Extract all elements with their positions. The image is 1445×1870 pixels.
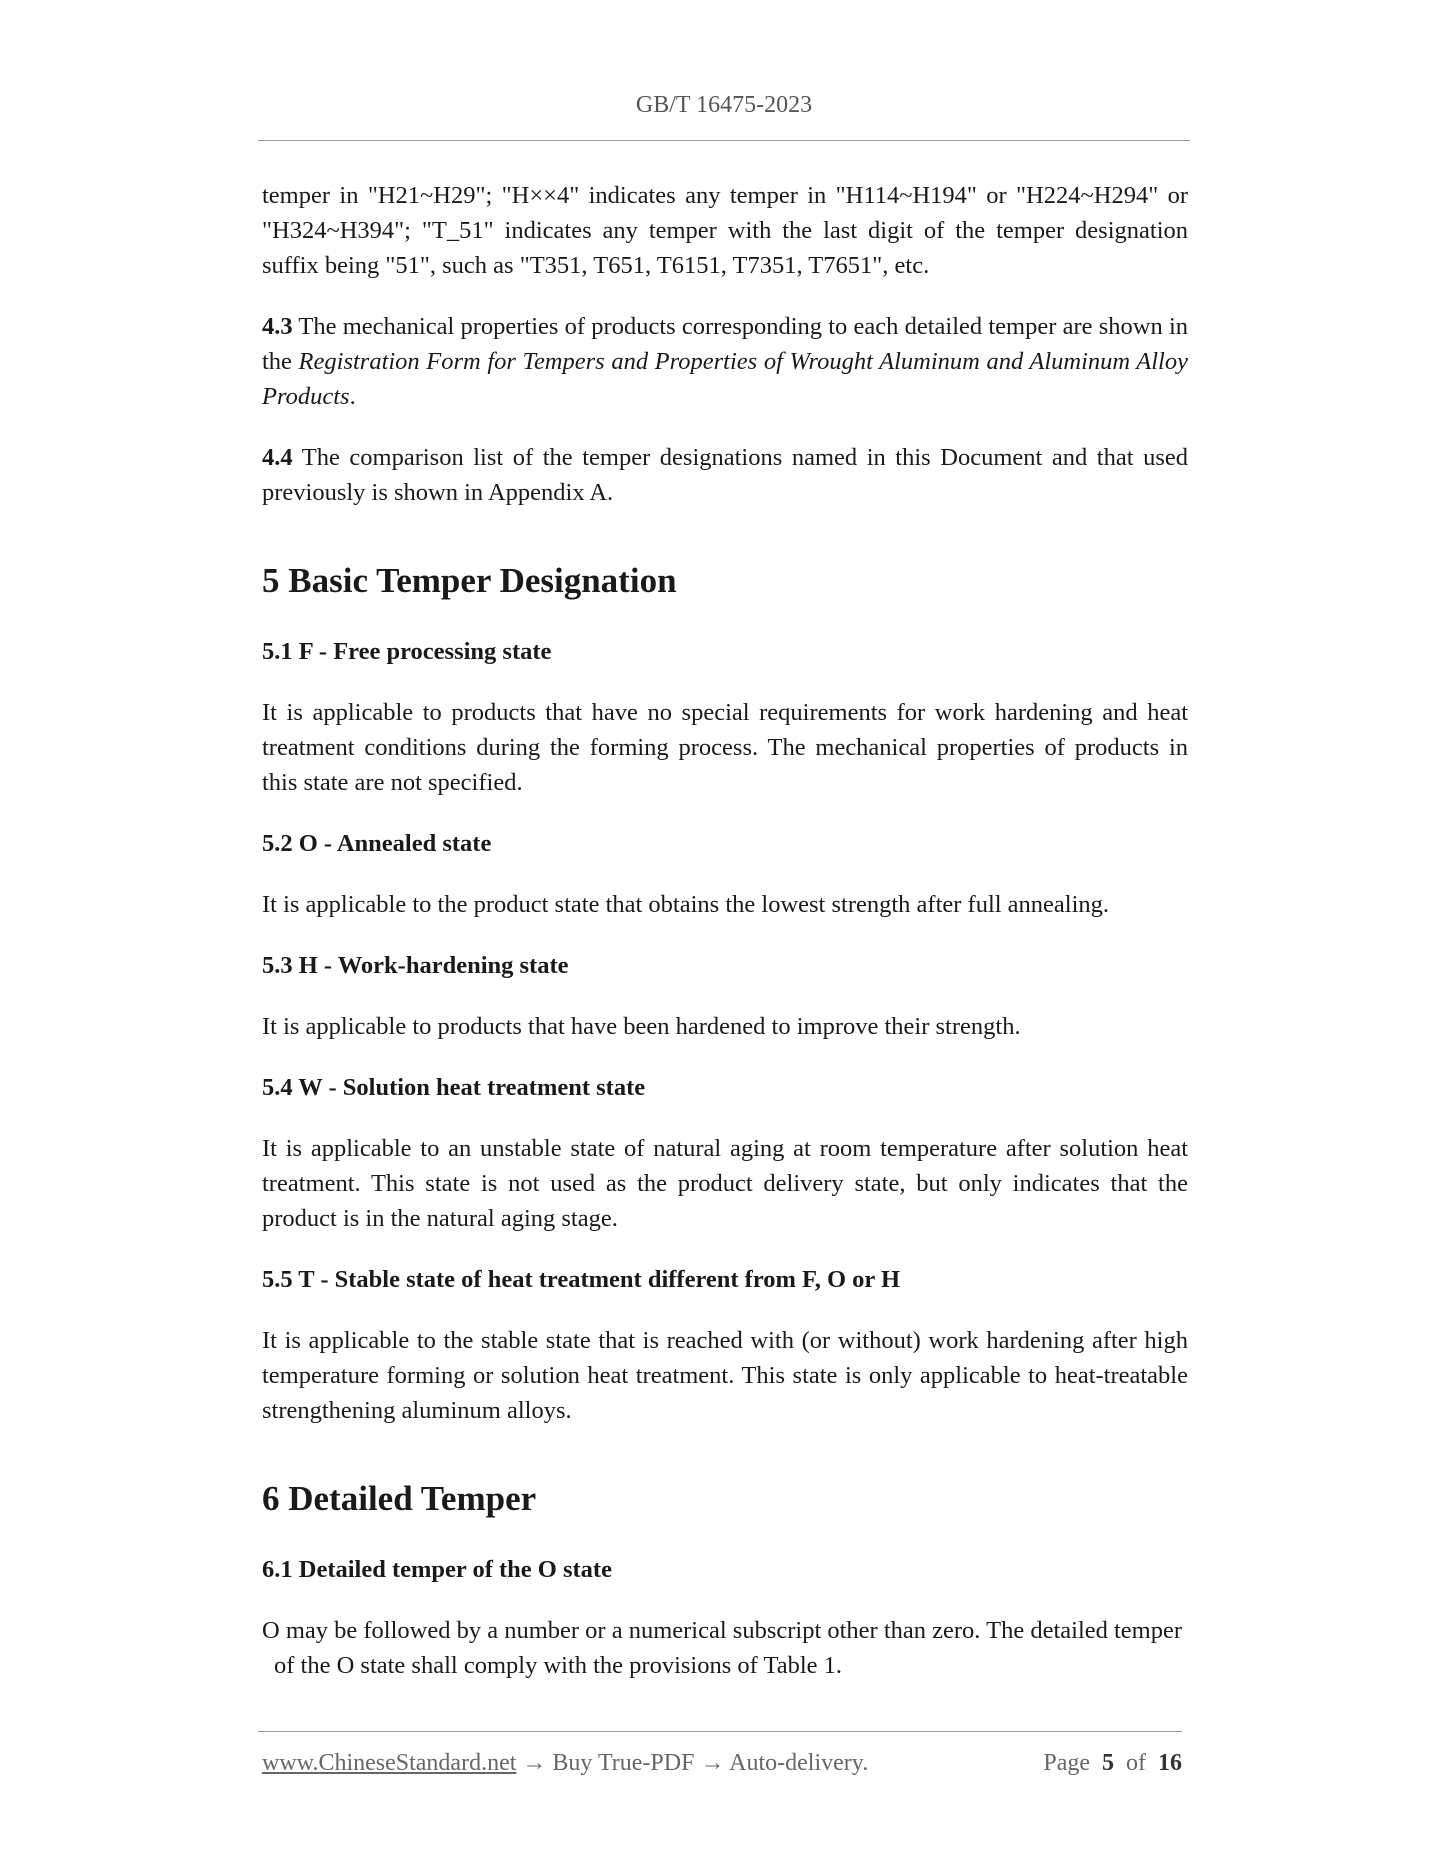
clause-4-4 — [262, 440, 1188, 510]
total-pages: 16 — [1158, 1750, 1182, 1776]
reference-title: Registration Form for Tempers and Properties of Wrought Aluminum and Aluminum Alloy Products — [262, 348, 1188, 410]
section-heading-5: 5 Basic Temper Designation — [262, 561, 677, 600]
clause-number: 4.3 — [262, 313, 293, 340]
of-label: of — [1126, 1750, 1146, 1776]
paragraph-6-1 — [262, 1613, 1188, 1683]
subsection-heading-5-4: 5.4 W - Solution heat treatment state — [262, 1074, 646, 1101]
clause-4-3 — [262, 309, 1188, 414]
paragraph-5-1: It is applicable to products that have no special requirements for work hardening and heat treatment conditions during the forming process. The mechanical properties of products in this state are not specified. — [262, 699, 1188, 796]
document-header: GB/T 16475-2023 — [635, 92, 813, 118]
page-label: Page — [1043, 1750, 1090, 1776]
website-link[interactable]: www.ChineseStandard.net — [262, 1750, 517, 1776]
footer-promo — [262, 1750, 868, 1777]
paragraph-5-2: It is applicable to the product state that obtains the lowest strength after full annealing. — [262, 891, 1110, 918]
delivery-text: Auto-delivery. — [729, 1750, 869, 1776]
page-number: 5 — [1102, 1750, 1114, 1776]
clause-number: 4.4 — [262, 444, 293, 471]
arrow-icon: → — [694, 1750, 730, 1776]
subsection-heading-5-5: 5.5 T - Stable state of heat treatment different from F, O or H — [262, 1266, 901, 1293]
continued-paragraph: temper in "H21~H29"; "H××4" indicates any temper in "H114~H194" or "H224~H294" or "H324~H394"; "T_51" indicates any temper with the last digit of the temper designation suffix being "51", such as "T351, T651, T6151, T7351, T7651", etc. — [262, 182, 1188, 279]
arrow-icon: → — [516, 1750, 553, 1776]
section-heading-6: 6 Detailed Temper — [262, 1479, 537, 1518]
page-indicator — [1043, 1750, 1182, 1777]
paragraph-5-3: It is applicable to products that have been hardened to improve their strength. — [262, 1013, 1021, 1040]
paragraph-5-4: It is applicable to an unstable state of natural aging at room temperature after solution heat treatment. This state is not used as the product delivery state, but only indicates that the product is in the natural aging stage. — [262, 1135, 1188, 1232]
clause-text-end: . — [349, 383, 356, 410]
clause-text: The mechanical properties of products corresponding to each detailed temper are shown in the — [262, 313, 1188, 375]
page-content — [262, 178, 1188, 1683]
footer-rule — [258, 1731, 1182, 1732]
subsection-heading-5-3: 5.3 H - Work-hardening state — [262, 952, 569, 979]
page-footer — [262, 1750, 1182, 1777]
clause-text: The comparison list of the temper designations named in this Document and that used previously is shown in Appendix A. — [262, 444, 1188, 506]
header-rule — [258, 140, 1190, 141]
buy-text: Buy True-PDF — [552, 1750, 695, 1776]
paragraph-6-1-line-2: of the O state shall comply with the provisions of Table 1. — [274, 1652, 843, 1679]
paragraph-6-1-line-1: O may be followed by a number or a numerical subscript other than zero. The detailed temper — [262, 1617, 1183, 1644]
subsection-heading-5-1: 5.1 F - Free processing state — [262, 638, 552, 665]
paragraph-5-5: It is applicable to the stable state that is reached with (or without) work hardening after high temperature forming or solution heat treatment. This state is only applicable to heat-treatable strengthening aluminum alloys. — [262, 1327, 1188, 1424]
subsection-heading-5-2: 5.2 O - Annealed state — [262, 830, 492, 857]
subsection-heading-6-1: 6.1 Detailed temper of the O state — [262, 1556, 612, 1583]
